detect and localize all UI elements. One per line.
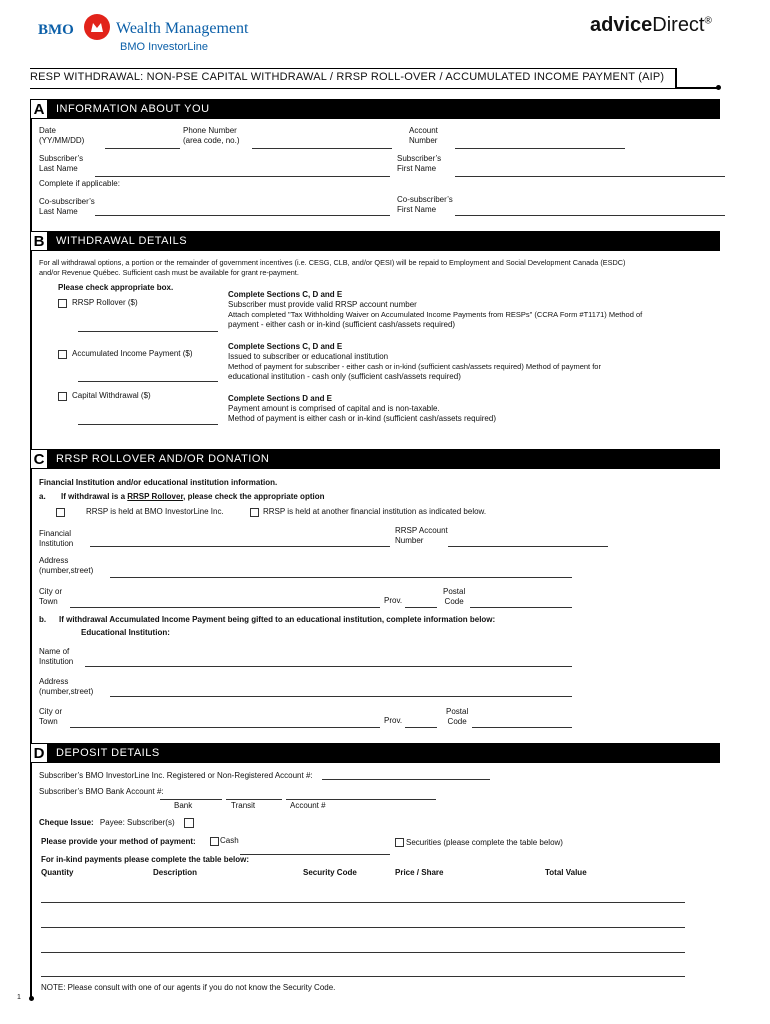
title-rule: [675, 87, 720, 89]
transit-field[interactable]: [226, 799, 282, 800]
sub-last-field[interactable]: [95, 176, 390, 177]
cash-checkbox[interactable]: [210, 837, 219, 846]
capital-withdrawal-checkbox[interactable]: [58, 392, 67, 401]
edu-address-field[interactable]: [110, 696, 572, 697]
cash-label: Cash: [220, 836, 239, 845]
aip-amount[interactable]: [78, 381, 218, 382]
col-total-value: Total Value: [545, 868, 587, 877]
rrsp-rollover-label: RRSP Rollover ($): [72, 298, 138, 307]
section-a-header: [30, 99, 720, 119]
postal-label: Postal Code: [443, 587, 466, 606]
page-number: 1: [17, 994, 21, 1001]
title-dot: [716, 85, 721, 90]
prov-field[interactable]: [405, 607, 437, 608]
capital-withdrawal-details: Complete Sections D and E Payment amount is comprised of capital and is non-taxable. Method of payment is either cash or in-kind (sufficient cash/assets required): [228, 394, 496, 423]
wealth-wordmark: Wealth Management: [116, 20, 249, 37]
security-code-note: NOTE: Please consult with one of our agents if you do not know the Security Code.: [41, 983, 336, 992]
section-b-letter: B: [30, 231, 48, 251]
edu-address-label: Address (number,street): [39, 677, 94, 696]
rrsp-account-field[interactable]: [448, 546, 608, 547]
co-last-label: Co-subscriber’s Last Name: [39, 197, 95, 216]
section-c-title: RRSP ROLLOVER AND/OR DONATION: [56, 453, 270, 465]
cheque-issue-row: Cheque Issue: Payee: Subscriber(s): [39, 818, 175, 827]
edu-prov-field[interactable]: [405, 727, 437, 728]
sub-last-label: Subscriber’s Last Name: [39, 154, 84, 173]
bank-sublabel: Bank: [174, 801, 193, 810]
registered-mark: ®: [704, 15, 712, 27]
advice-bold: advice: [590, 14, 653, 36]
cash-line: [240, 854, 390, 855]
edu-heading: Educational Institution:: [81, 628, 170, 637]
address-label: Address (number,street): [39, 556, 94, 575]
sub-first-label: Subscriber’s First Name: [397, 154, 442, 173]
col-security-code: Security Code: [303, 868, 357, 877]
inkind-heading: For in-kind payments please complete the table below:: [41, 855, 250, 864]
section-a-letter: A: [30, 99, 48, 119]
institution-name-label: Name of Institution: [39, 647, 74, 666]
table-row[interactable]: [41, 976, 685, 977]
col-price-share: Price / Share: [395, 868, 444, 877]
bank-account-field[interactable]: [286, 799, 436, 800]
bmo-wordmark: BMO: [38, 22, 74, 38]
bmo-roundel-icon: [84, 14, 110, 40]
transit-sublabel: Transit: [231, 801, 256, 810]
section-b-intro: For all withdrawal options, a portion or the remainder of government incentives (i.e. CESG, CLB, and/or QESI) will be repaid to Employment and Social Development Canada (ESDC) and/or Revenue Québec. Sufficient cash must be available for grant re-payment.: [39, 258, 626, 277]
il-account-field[interactable]: [322, 779, 490, 780]
fi-field[interactable]: [90, 546, 390, 547]
edu-postal-label: Postal Code: [446, 707, 469, 726]
table-row[interactable]: [41, 927, 685, 928]
prov-label: Prov.: [384, 596, 403, 605]
edu-prov-label: Prov.: [384, 716, 403, 725]
co-last-field[interactable]: [95, 215, 390, 216]
phone-field[interactable]: [252, 148, 392, 149]
account-sublabel: Account #: [290, 801, 326, 810]
held-other-checkbox[interactable]: [250, 508, 259, 517]
phone-label: Phone Number (area code, no.): [183, 126, 240, 145]
account-label: Account Number: [409, 126, 438, 145]
rrsp-account-label: RRSP Account Number: [395, 526, 448, 545]
rrsp-rollover-details: Complete Sections C, D and E Subscriber must provide valid RRSP account number Attach completed "Tax Withholding Waiver on Accumulated Income Payments from RESPs" (CCRA Form #T1171) Method of payment - either cash or in-kind (sufficient cash/assets required): [228, 290, 643, 329]
account-field[interactable]: [455, 148, 625, 149]
section-d-letter: D: [30, 743, 48, 763]
date-field[interactable]: [105, 148, 180, 149]
check-box-instruction: Please check appropriate box.: [58, 283, 174, 292]
sub-first-field[interactable]: [455, 176, 725, 177]
securities-checkbox[interactable]: [395, 838, 404, 847]
rrsp-rollover-checkbox[interactable]: [58, 299, 67, 308]
held-bmo-label: RRSP is held at BMO InvestorLine Inc.: [86, 507, 224, 516]
form-title: RESP WITHDRAWAL: NON-PSE CAPITAL WITHDRAWAL / RRSP ROLL-OVER / ACCUMULATED INCOME PAYMENT (AIP): [30, 71, 665, 83]
rrsp-rollover-amount[interactable]: [78, 331, 218, 332]
co-first-field[interactable]: [455, 215, 725, 216]
section-d-title: DEPOSIT DETAILS: [56, 747, 160, 759]
bottom-left-dot: [29, 996, 34, 1001]
institution-name-field[interactable]: [85, 666, 572, 667]
investorline-wordmark: BMO InvestorLine: [120, 41, 209, 53]
section-d-header: [30, 743, 720, 763]
advicedirect-logo: [590, 14, 712, 37]
date-label: Date (YY/MM/DD): [39, 126, 85, 145]
section-c-header: [30, 449, 720, 469]
advice-light: Direct: [652, 14, 705, 36]
edu-postal-field[interactable]: [472, 727, 572, 728]
held-other-label: RRSP is held at another financial institution as indicated below.: [263, 507, 487, 516]
edu-city-label: City or Town: [39, 707, 63, 726]
aip-details: Complete Sections C, D and E Issued to subscriber or educational institution Method of payment for subscriber - either cash or in-kind (sufficient cash/assets required) Method of payment for educational institution - cash only (sufficient cash/assets required): [228, 342, 601, 381]
postal-field[interactable]: [470, 607, 572, 608]
option-a-text: a. If withdrawal is a RRSP Rollover, please check the appropriate option: [39, 492, 325, 501]
il-account-label: Subscriber’s BMO InvestorLine Inc. Registered or Non-Registered Account #:: [39, 771, 313, 780]
capital-withdrawal-label: Capital Withdrawal ($): [72, 391, 151, 400]
co-first-label: Co-subscriber’s First Name: [397, 195, 453, 214]
edu-city-field[interactable]: [70, 727, 380, 728]
option-b-text: b. If withdrawal Accumulated Income Payment being gifted to an educational institution, complete information below:: [39, 615, 496, 624]
aip-checkbox[interactable]: [58, 350, 67, 359]
bank-account-label: Subscriber’s BMO Bank Account #:: [39, 787, 164, 796]
held-bmo-checkbox[interactable]: [56, 508, 65, 517]
securities-label: Securities (please complete the table below): [406, 838, 563, 847]
section-a-title: INFORMATION ABOUT YOU: [56, 103, 210, 115]
table-row[interactable]: [41, 902, 685, 903]
complete-if-label: Complete if applicable:: [39, 179, 120, 188]
city-field[interactable]: [70, 607, 380, 608]
fi-label: Financial Institution: [39, 529, 74, 548]
payee-subscriber-checkbox[interactable]: [184, 818, 194, 828]
method-label: Please provide your method of payment:: [41, 837, 196, 846]
section-b-title: WITHDRAWAL DETAILS: [56, 235, 188, 247]
col-quantity: Quantity: [41, 868, 74, 877]
table-row[interactable]: [41, 952, 685, 953]
bank-field[interactable]: [160, 799, 222, 800]
capital-withdrawal-amount[interactable]: [78, 424, 218, 425]
form-title-bar: [30, 68, 677, 89]
bmo-logo: [38, 14, 288, 56]
section-c-letter: C: [30, 449, 48, 469]
section-b-header: [30, 231, 720, 251]
aip-label: Accumulated Income Payment ($): [72, 349, 193, 358]
city-label: City or Town: [39, 587, 63, 606]
fi-heading: Financial Institution and/or educational institution information.: [39, 478, 278, 487]
address-field[interactable]: [110, 577, 572, 578]
col-description: Description: [153, 868, 198, 877]
